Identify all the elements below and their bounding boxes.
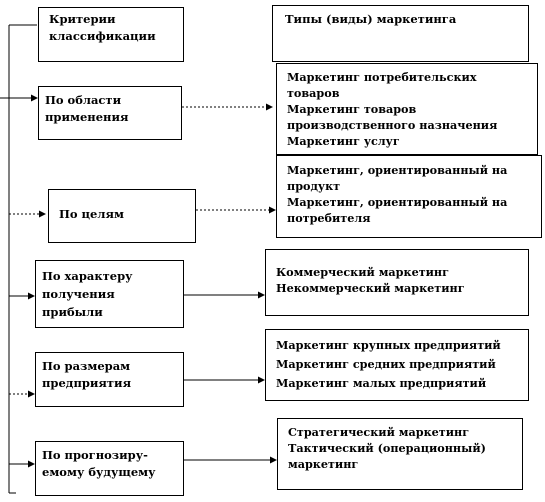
criterion-line: По области: [45, 93, 122, 107]
type-line: Маркетинг товаров: [287, 102, 417, 116]
criterion-line: применения: [45, 110, 129, 124]
criteria-header-line: Критерии: [49, 12, 116, 26]
criterion-line: По размерам: [42, 359, 131, 373]
criterion-line: предприятия: [42, 376, 132, 390]
type-line: Маркетинг, ориентированный на: [287, 163, 508, 177]
types-box-goals: [276, 155, 542, 238]
criteria-header-box: [38, 7, 184, 62]
type-line: Тактический (операционный): [288, 441, 486, 455]
criterion-line: прибыли: [42, 305, 103, 319]
type-line: товаров: [287, 86, 340, 100]
criterion-box-size: [35, 352, 184, 407]
criterion-line: получения: [42, 287, 115, 301]
types-box-size: [265, 329, 529, 401]
criterion-box-future: [35, 441, 184, 496]
type-line: производственного назначения: [287, 118, 498, 132]
criterion-line: емому будущему: [42, 465, 156, 479]
type-line: продукт: [287, 179, 341, 193]
type-line: Стратегический маркетинг: [288, 425, 470, 439]
type-line: Маркетинг, ориентированный на: [287, 195, 508, 209]
type-line: Маркетинг средних предприятий: [276, 357, 496, 371]
criteria-header-line: классификации: [49, 29, 156, 43]
criterion-box-profit: [35, 260, 184, 328]
criterion-line: По прогнозиру-: [42, 448, 148, 462]
type-line: Маркетинг малых предприятий: [276, 376, 487, 390]
criterion-box-area: [38, 86, 182, 140]
type-line: маркетинг: [288, 457, 359, 471]
type-line: потребителя: [287, 211, 371, 225]
criterion-line: По характеру: [42, 269, 133, 283]
criterion-line: По целям: [59, 207, 124, 221]
types-box-future: [277, 418, 523, 490]
type-line: Маркетинг услуг: [287, 134, 400, 148]
types-header-box: [272, 5, 529, 62]
type-line: Коммерческий маркетинг: [276, 265, 449, 279]
types-header-text: Типы (виды) маркетинга: [285, 12, 457, 26]
criterion-box-goals: [48, 189, 196, 243]
type-line: Маркетинг потребительских: [287, 70, 477, 84]
type-line: Некоммерческий маркетинг: [276, 281, 465, 295]
types-box-area: [276, 63, 538, 155]
type-line: Маркетинг крупных предприятий: [276, 338, 501, 352]
types-box-profit: [265, 249, 529, 316]
